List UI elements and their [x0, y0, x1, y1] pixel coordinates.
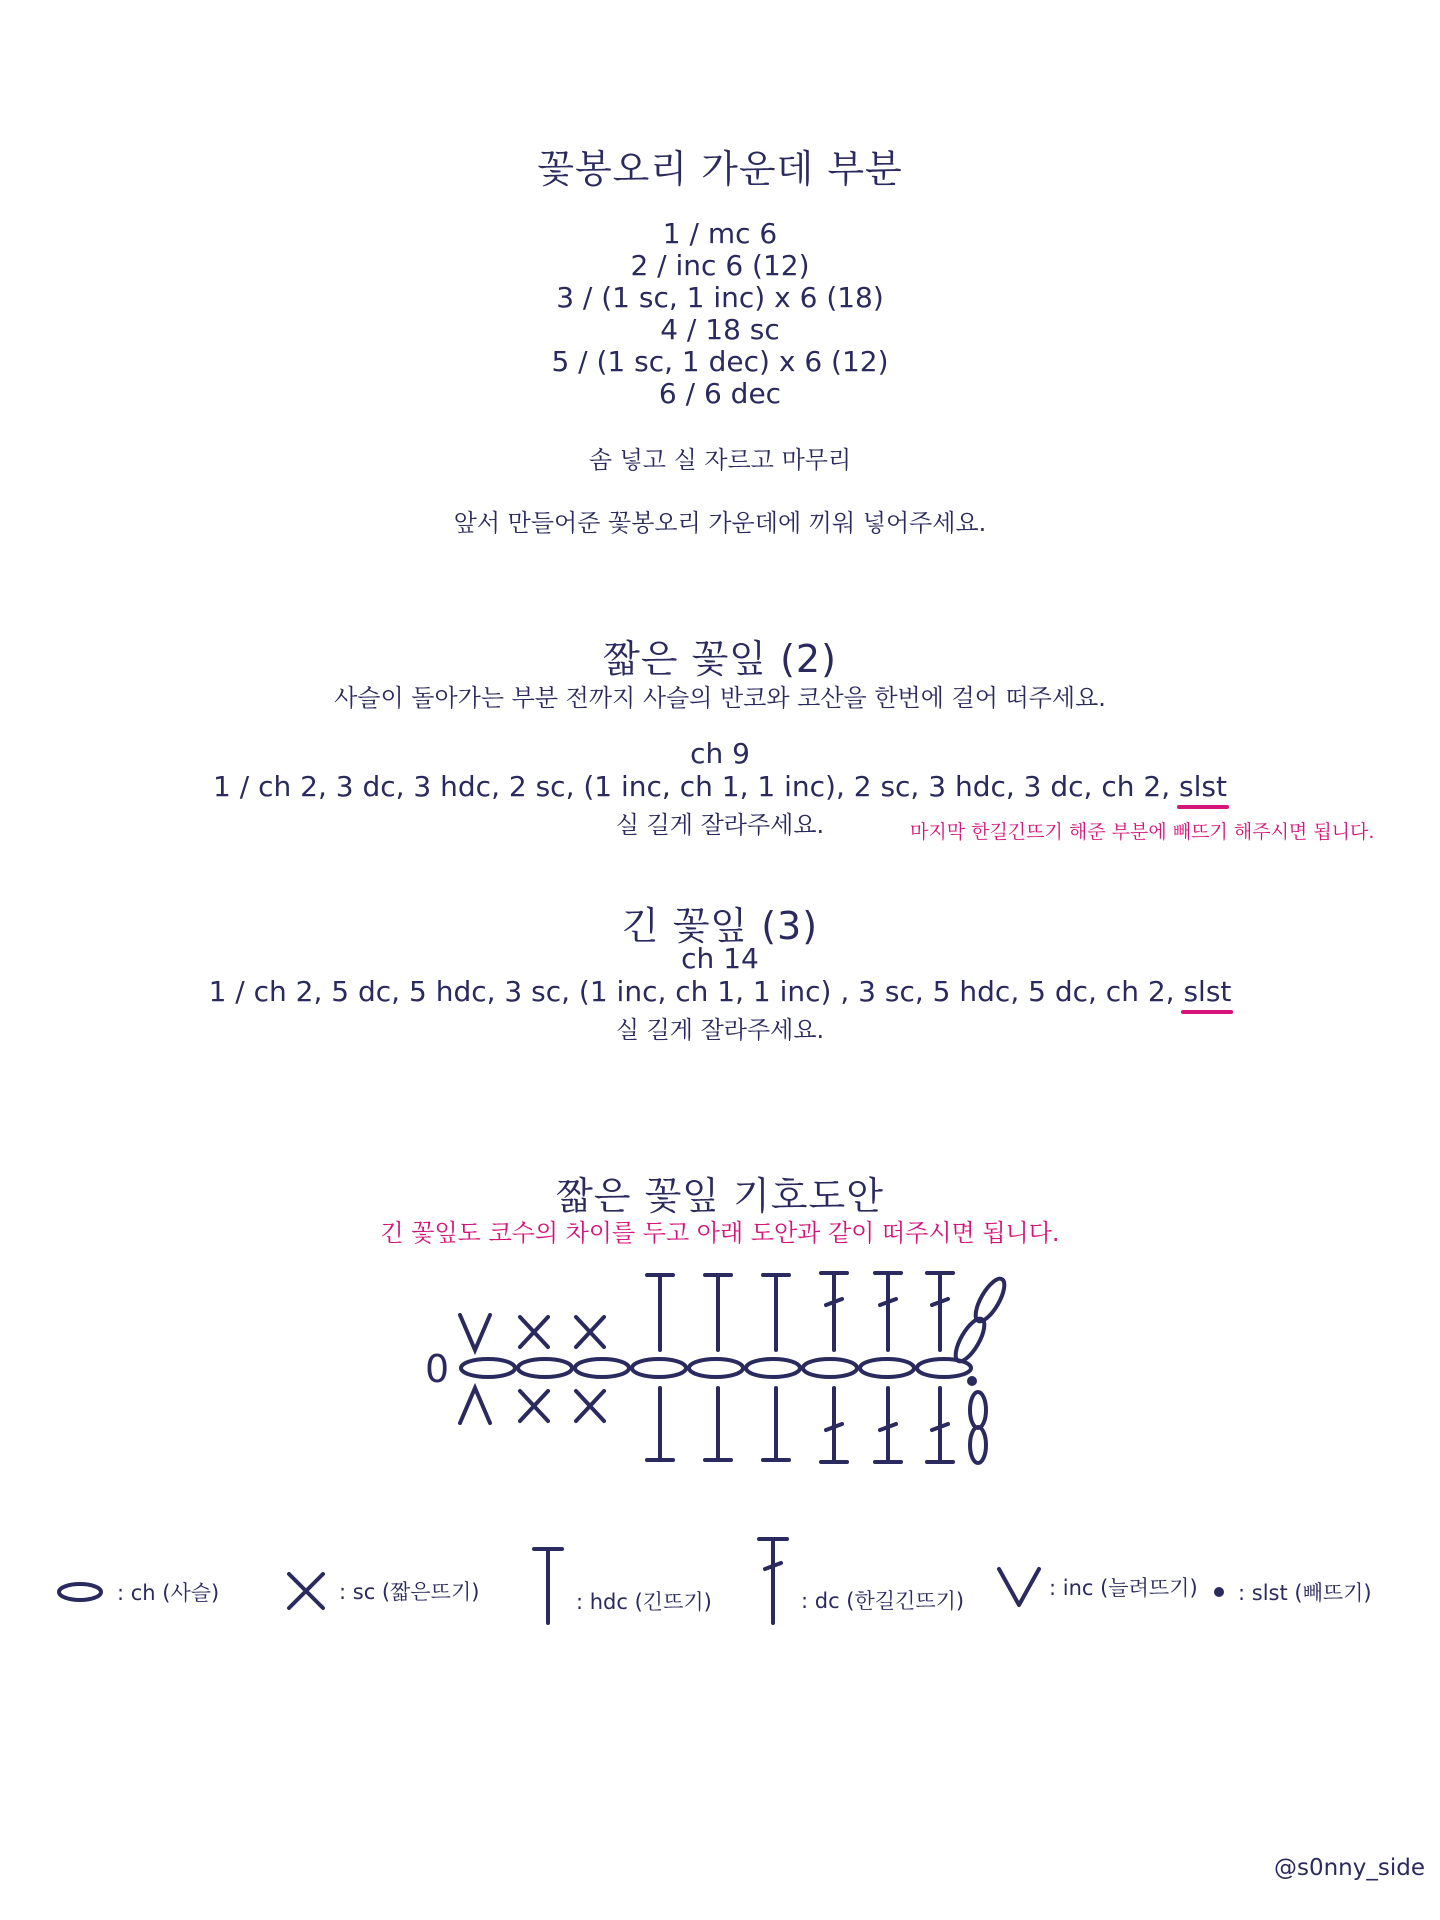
turning-chain-oval: [970, 1427, 986, 1463]
row-text: 1 / ch 2, 3 dc, 3 hdc, 2 sc, (1 inc, ch 1, 1 inc), 2 sc, 3 hdc, 3 dc, ch 2,: [213, 770, 1180, 803]
sc-x-symbol: [520, 1391, 548, 1421]
dc-t-symbol: [875, 1273, 901, 1350]
inc-v-symbol: [460, 1315, 490, 1350]
section1-title: 꽃봉오리 가운데 부분: [537, 147, 903, 191]
pattern-row: 1 / mc 6: [662, 217, 778, 250]
section2-subtitle: 사슬이 돌아가는 부분 전까지 사슬의 반코와 코산을 한번에 걸어 떠주세요.: [334, 684, 1106, 712]
chain-oval: [632, 1359, 686, 1377]
legend-item-dc: [755, 1535, 964, 1627]
pattern-row: 4 / 18 sc: [660, 313, 780, 346]
chain-oval: [803, 1359, 857, 1377]
chain-oval: [461, 1359, 515, 1377]
section1-note1: 솜 넣고 실 자르고 마무리: [588, 446, 852, 474]
dc-t-symbol: [821, 1388, 847, 1462]
section1-rows: [0, 218, 1440, 410]
dc-t-symbol: [927, 1273, 953, 1350]
chain-oval: [518, 1359, 572, 1377]
section3-title: 긴 꽃잎 (3): [621, 904, 819, 948]
chain-oval-icon: [55, 1580, 105, 1604]
chain-oval: [860, 1359, 914, 1377]
pattern-row: 2 / inc 6 (12): [630, 249, 810, 282]
legend-label: : ch (사슬): [117, 1581, 220, 1605]
dc-t-symbol: [875, 1388, 901, 1462]
chain-oval: [575, 1359, 629, 1377]
x-sc-icon: [285, 1570, 327, 1612]
turning-chain-oval: [970, 1275, 1010, 1326]
hdc-t-symbol: [705, 1388, 731, 1460]
dc-t-symbol: [927, 1388, 953, 1462]
legend-item-inc: [995, 1565, 1198, 1609]
stitch-chart: [400, 1255, 1040, 1485]
legend-item-hdc: [530, 1545, 712, 1627]
legend-label: : hdc (긴뜨기): [576, 1590, 712, 1614]
chart-start-label: 0: [425, 1347, 450, 1391]
v-inc-icon: [995, 1565, 1043, 1609]
legend-label: : inc (늘려뜨기): [1049, 1576, 1198, 1600]
chain-oval: [746, 1359, 800, 1377]
hdc-t-symbol: [763, 1388, 789, 1460]
legend-label: : slst (빼뜨기): [1238, 1581, 1372, 1605]
section2-row: [0, 770, 1440, 803]
turning-chain-oval: [970, 1392, 986, 1428]
pattern-row: 6 / 6 dec: [658, 377, 782, 410]
pattern-row: 3 / (1 sc, 1 inc) x 6 (18): [556, 281, 884, 314]
chain-oval: [689, 1359, 743, 1377]
section3-chain: ch 14: [681, 942, 759, 975]
section4-title: 짧은 꽃잎 기호도안: [556, 1174, 884, 1218]
dc-t-symbol: [821, 1273, 847, 1350]
section2-chain: ch 9: [690, 737, 750, 770]
section2-cut: 실 길게 잘라주세요.: [615, 811, 825, 839]
hdc-t-symbol: [763, 1275, 789, 1350]
hdc-t-symbol: [647, 1388, 673, 1460]
legend-item-ch: [55, 1577, 219, 1607]
section2-pink-note: 마지막 한길긴뜨기 해준 부분에 빼뜨기 해주시면 됩니다.: [910, 821, 1375, 843]
slst-underlined: slst: [1183, 975, 1232, 1008]
dot-slst-icon: [1212, 1585, 1226, 1599]
hdc-t-symbol: [705, 1275, 731, 1350]
author-credit: @s0nny_side: [1273, 1855, 1425, 1881]
sc-x-symbol: [520, 1317, 548, 1347]
t-hdc-icon: [530, 1545, 566, 1627]
legend-label: : dc (한길긴뜨기): [801, 1589, 965, 1613]
legend-label: : sc (짧은뜨기): [339, 1580, 480, 1604]
t-dc-icon: [755, 1535, 791, 1627]
slst-underlined: slst: [1179, 770, 1227, 803]
legend-item-sc: [285, 1570, 479, 1612]
section1-note2: 앞서 만들어준 꽃봉오리 가운데에 끼워 넣어주세요.: [453, 509, 987, 537]
hdc-t-symbol: [647, 1275, 673, 1350]
sc-x-symbol: [576, 1391, 604, 1421]
section3-row: [0, 975, 1440, 1008]
slst-dot: [967, 1376, 977, 1386]
section4-pink-note: 긴 꽃잎도 코수의 차이를 두고 아래 도안과 같이 떠주시면 됩니다.: [380, 1219, 1060, 1247]
chain-row: [461, 1359, 971, 1377]
pattern-row: 5 / (1 sc, 1 dec) x 6 (12): [551, 345, 889, 378]
section3-cut: 실 길게 잘라주세요.: [615, 1016, 825, 1044]
legend-item-slst: [1212, 1577, 1372, 1607]
section2-title: 짧은 꽃잎 (2): [603, 637, 837, 681]
inc-v-symbol: [460, 1388, 490, 1423]
sc-x-symbol: [576, 1317, 604, 1347]
row-text: 1 / ch 2, 5 dc, 5 hdc, 3 sc, (1 inc, ch 1, 1 inc) , 3 sc, 5 hdc, 5 dc, ch 2,: [208, 975, 1184, 1008]
